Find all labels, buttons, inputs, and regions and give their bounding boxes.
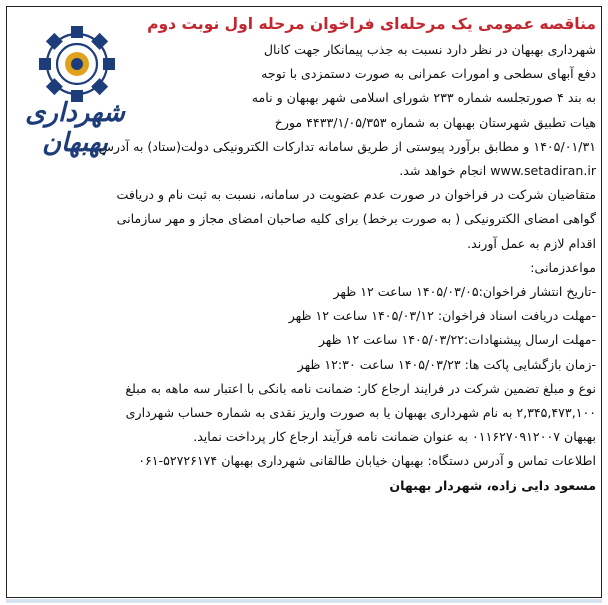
- text-line: شهرداری بهبهان در نظر دارد نسبت به جذب پیمانکار جهت کانال: [263, 42, 596, 57]
- contact-line: اطلاعات تماس و آدرس دستگاه: بهبهان خیابان طالقانی شهرداری بهبهان ۵۲۷۲۶۱۷۴-۰۶۱: [138, 453, 596, 469]
- schedule-item: -تاریخ انتشار فراخوان:۱۴۰۵/۰۳/۰۵ ساعت ۱۲ ظهر: [333, 284, 596, 300]
- bottom-divider: [6, 599, 602, 603]
- schedule-heading: مواعدزمانی:: [530, 259, 596, 275]
- text-line: گواهی امضای الکترونیکی ( به صورت برخط) برای کلیه صاحبان امضای مجاز و مهر سازمانی: [116, 211, 596, 227]
- website-line: www.setadiran.ir انجام خواهد شد.: [399, 163, 596, 179]
- text-line: متقاضیان شرکت در فراخوان در صورت عدم عضویت در سامانه، نسبت به ثبت نام و دریافت: [116, 187, 596, 203]
- schedule-item: -زمان بازگشایی پاکت ها: ۱۴۰۵/۰۳/۲۳ ساعت ۱۲:۳۰ ظهر: [297, 356, 596, 372]
- text-line: اقدام لازم به عمل آورند.: [467, 235, 596, 251]
- text-line: ۲,۳۴۵,۴۷۳,۱۰۰ به نام شهرداری بهبهان یا به صورت واریز نقدی به شماره حساب شهرداری: [125, 405, 596, 421]
- schedule-item: -مهلت ارسال پیشنهادات:۱۴۰۵/۰۳/۲۲ ساعت ۱۲ ظهر: [318, 332, 596, 348]
- logo-text: شهرداری بهبهان: [25, 98, 125, 158]
- text-line: نوع و مبلغ تضمین شرکت در فرایند ارجاع کار: ضمانت نامه بانکی با اعتبار سه ماهه به مبلغ: [125, 380, 596, 396]
- signature: مسعود دایی زاده، شهردار بهبهان: [389, 477, 596, 493]
- page-title: مناقصه عمومی یک مرحله‌ای فراخوان مرحله اول نوبت دوم: [147, 15, 596, 33]
- schedule-item: -مهلت دریافت اسناد فراخوان: ۱۴۰۵/۰۳/۱۲ ساعت ۱۲ ظهر: [288, 308, 596, 324]
- text-line: ۱۴۰۵/۰۱/۳۱ و مطابق برآورد پیوستی از طریق سامانه تدارکات الکترونیکی دولت(ستاد) به آدرس: [98, 138, 596, 154]
- text-line: دفع آبهای سطحی و امورات عمرانی به صورت دستمزدی با توجه: [261, 66, 596, 82]
- text-line: به بند ۴ صورتجلسه شماره ۲۳۳ شورای اسلامی شهر بهبهان و نامه: [251, 90, 596, 106]
- notice-body: [8, 10, 600, 498]
- text-line: هیات تطبیق شهرستان بهبهان به شماره ۴۴۳۳/۱/۰۵/۳۵۳ مورخ: [274, 114, 596, 130]
- text-line: بهبهان ۰۱۱۶۲۷۰۹۱۲۰۰۷ به عنوان ضمانت نامه فرآیند ارجاع کار پرداخت نماید.: [193, 429, 596, 445]
